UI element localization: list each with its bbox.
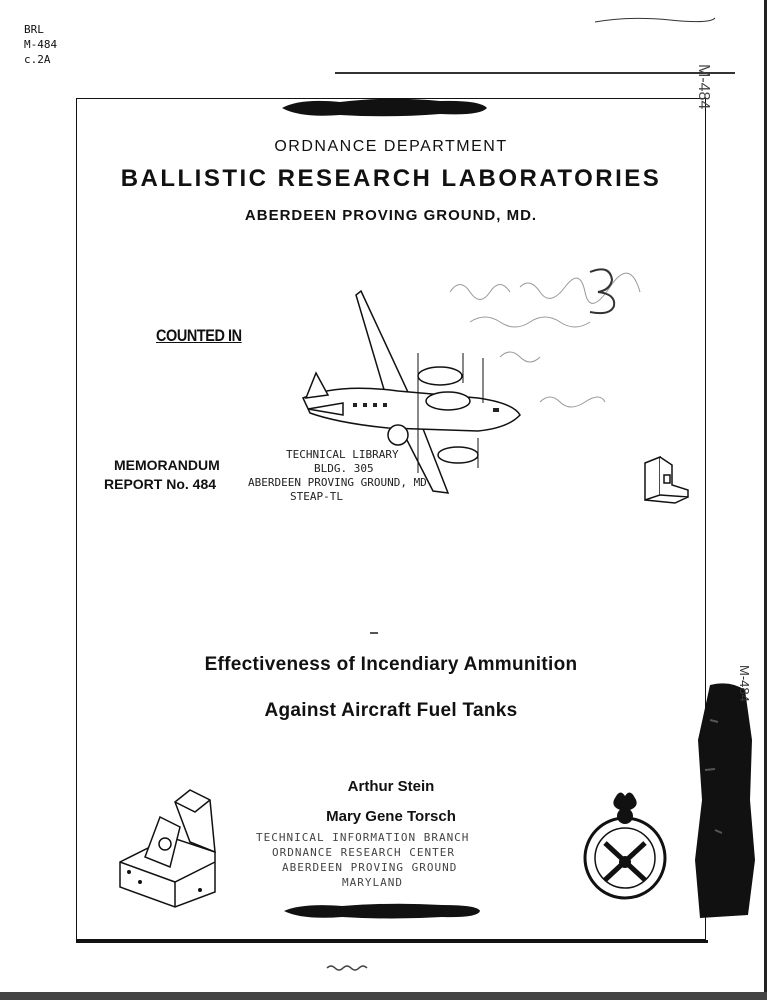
report-title-line2: Against Aircraft Fuel Tanks [264, 700, 518, 721]
top-rule [335, 72, 735, 74]
cover-frame-bottom [76, 940, 708, 943]
laboratory-heading: BALLISTIC RESEARCH LABORATORIES [120, 165, 662, 192]
author-name: Mary Gene Torsch [326, 808, 456, 825]
memorandum-label: MEMORANDUM REPORT No. 484 [104, 457, 220, 492]
device-illustration [115, 782, 227, 910]
scan-shadow-right [690, 680, 760, 920]
redaction-mark-top [280, 96, 490, 120]
location-heading: ABERDEEN PROVING GROUND, MD. [244, 207, 538, 224]
scan-edge-bottom [0, 992, 767, 1000]
author-name: Arthur Stein [347, 778, 435, 795]
device-illustration-small [640, 455, 695, 505]
margin-note-right: M-484 [737, 665, 752, 702]
department-heading: ORDNANCE DEPARTMENT [274, 138, 508, 155]
top-scribble [590, 10, 720, 30]
branch-stamp: TECHNICAL INFORMATION BRANCH ORDNANCE RESEARCH CENTER ABERDEEN PROVING GROUND MARYLAND [256, 831, 470, 889]
margin-note-top: M-484 [695, 64, 712, 110]
call-number: BRL M-484 c.2A [24, 23, 58, 66]
bottom-scrawl [325, 962, 375, 974]
ordnance-emblem [580, 788, 670, 906]
technical-library-stamp: TECHNICAL LIBRARY BLDG. 305 ABERDEEN PROVING GROUND, MD. STEAP-TL [248, 448, 434, 503]
counted-in-stamp: COUNTED IN [156, 326, 242, 345]
redaction-mark-bottom [282, 900, 482, 922]
speck [370, 632, 380, 636]
report-title-line1: Effectiveness of Incendiary Ammunition [204, 654, 578, 675]
